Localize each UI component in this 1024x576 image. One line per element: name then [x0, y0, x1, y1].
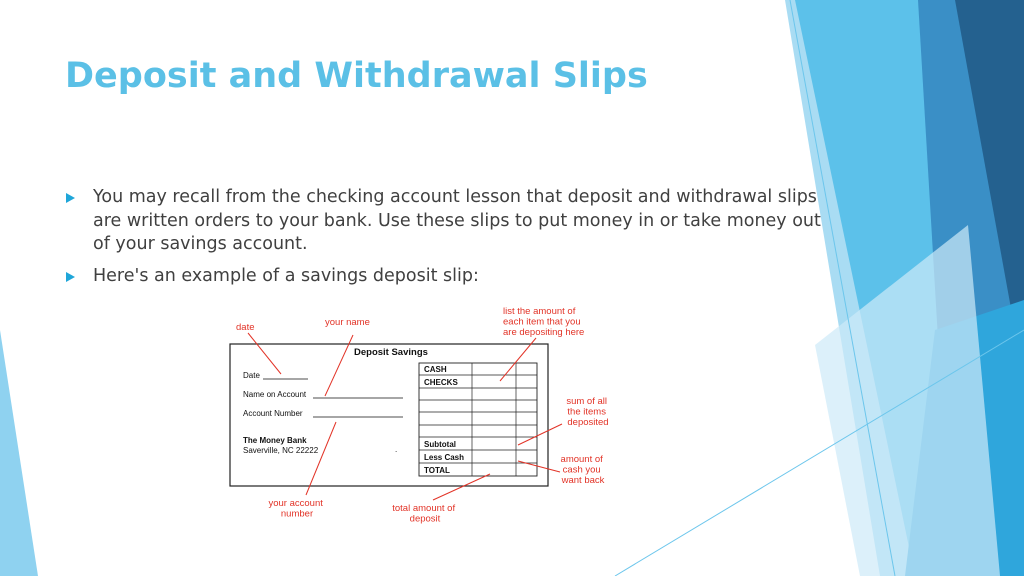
slip-date-label: Date: [243, 371, 260, 380]
triangle-bullet-icon: [66, 193, 75, 203]
bullet-list: [66, 186, 826, 288]
bullet-item: [66, 265, 826, 289]
slip-account-label: Account Number: [243, 409, 303, 418]
triangle-bullet-icon: [66, 272, 75, 282]
annotation-date: date: [236, 322, 255, 333]
bullet-item: [66, 186, 826, 257]
annotation-sum-all: sum of all the items deposited: [566, 396, 609, 428]
bullet-text: You may recall from the checking account lesson that deposit and withdrawal slips are written orders to your bank. Use these slips to put money in or take money out of your savings account.: [93, 187, 821, 254]
annotation-total-deposit: total amount of deposit: [392, 503, 456, 525]
annotation-list-amount: list the amount of each item that you are depositing here: [503, 306, 585, 338]
page-title: Deposit and Withdrawal Slips: [65, 56, 648, 96]
slip-bank-city: Saverville, NC 22222: [243, 446, 319, 455]
annotation-account-number: your account number: [268, 498, 323, 520]
bullet-text: Here's an example of a savings deposit slip:: [93, 265, 479, 286]
slip-name-label: Name on Account: [243, 390, 307, 399]
deposit-slip-figure: [228, 304, 628, 534]
slip-row-checks: CHECKS: [424, 378, 458, 387]
left-edge-shape: [0, 330, 38, 576]
slip-bank-name: The Money Bank: [243, 436, 307, 445]
slip-row-subtotal: Subtotal: [424, 440, 456, 449]
slip-heading: Deposit Savings: [354, 347, 428, 358]
slip-dot: .: [395, 445, 398, 454]
slip-row-less-cash: Less Cash: [424, 453, 465, 462]
annotation-your-name: your name: [325, 317, 370, 328]
annotation-cash-back: amount of cash you want back: [560, 454, 605, 486]
slip-row-total: TOTAL: [424, 466, 450, 475]
slip-row-cash: CASH: [424, 365, 447, 374]
